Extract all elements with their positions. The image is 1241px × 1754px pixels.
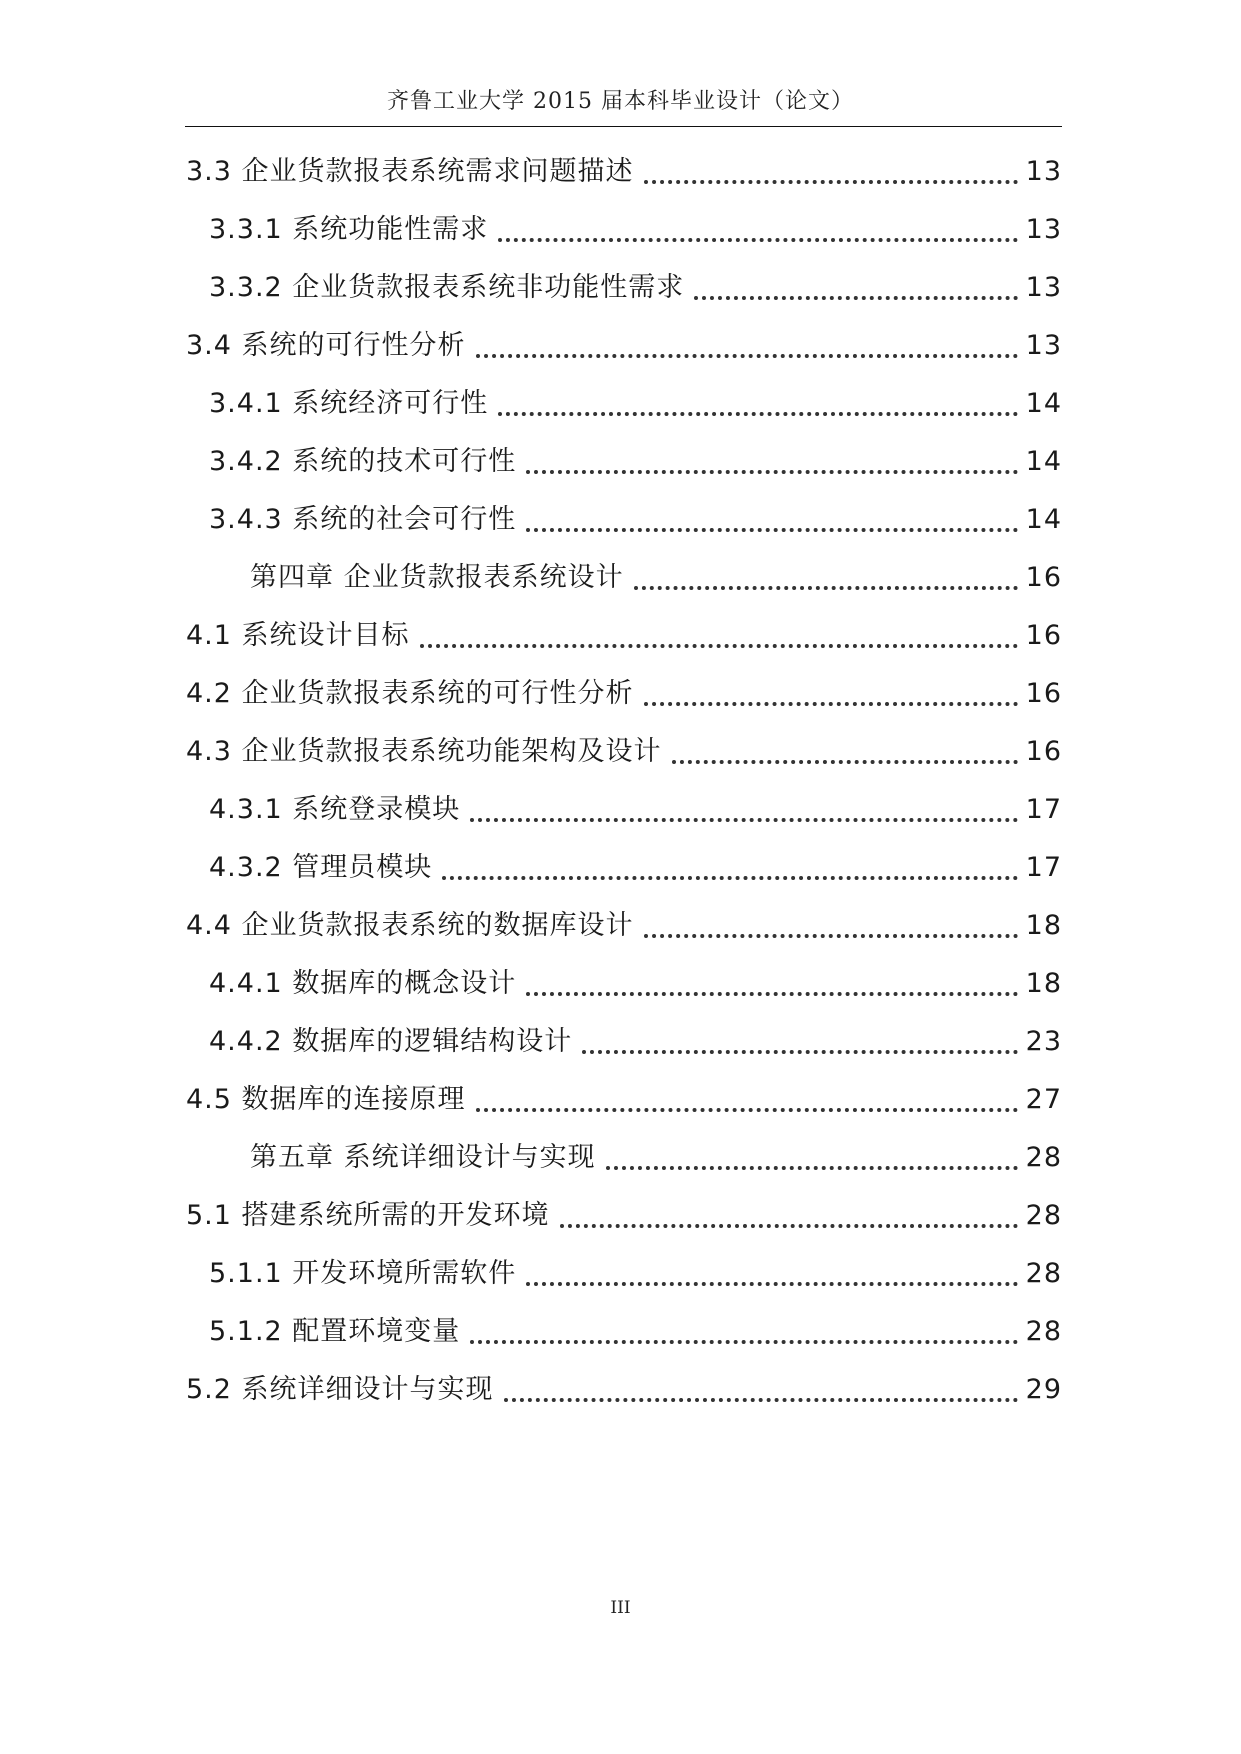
toc-entry-title: 4.4 企业货款报表系统的数据库设计: [186, 910, 634, 941]
page-number: III: [610, 1598, 631, 1618]
toc-entry[interactable]: [186, 1080, 1062, 1120]
toc-entry[interactable]: [186, 326, 1062, 366]
toc-entry[interactable]: [209, 1022, 1062, 1062]
toc-entry[interactable]: [209, 384, 1062, 424]
toc-entry[interactable]: [209, 500, 1062, 540]
toc-entry[interactable]: [209, 442, 1062, 482]
toc-leader-dots: [494, 384, 1021, 424]
toc-entry-title: 4.1 系统设计目标: [186, 620, 410, 651]
toc-entry-title: 3.4.3 系统的社会可行性: [209, 504, 517, 535]
toc-entry[interactable]: [209, 210, 1062, 250]
toc-entry[interactable]: [186, 906, 1062, 946]
toc-leader-dots: [640, 906, 1022, 946]
toc-entry-page: 13: [1025, 272, 1062, 303]
toc-entry[interactable]: [209, 848, 1062, 888]
toc-leader-dots: [556, 1196, 1022, 1236]
toc-entry-page: 28: [1025, 1200, 1062, 1231]
toc-entry-page: 16: [1025, 562, 1062, 593]
toc-entry-title: 5.1 搭建系统所需的开发环境: [186, 1200, 550, 1231]
toc-entry-page: 14: [1025, 446, 1062, 477]
toc-entry-page: 13: [1025, 156, 1062, 187]
toc-entry-page: 16: [1025, 678, 1062, 709]
toc-leader-dots: [438, 848, 1021, 888]
toc-entry-page: 18: [1025, 910, 1062, 941]
toc-entry-page: 16: [1025, 736, 1062, 767]
toc-entry-page: 23: [1025, 1026, 1062, 1057]
toc-leader-dots: [640, 674, 1022, 714]
header-divider: [185, 126, 1062, 127]
toc-leader-dots: [640, 152, 1022, 192]
toc-entry-title: 3.4.2 系统的技术可行性: [209, 446, 517, 477]
toc-entry-title: 5.1.2 配置环境变量: [209, 1316, 461, 1347]
toc-entry-title: 5.1.1 开发环境所需软件: [209, 1258, 517, 1289]
toc-leader-dots: [630, 558, 1022, 598]
toc-entry-title: 3.4 系统的可行性分析: [186, 330, 466, 361]
toc-entry[interactable]: [186, 616, 1062, 656]
toc-entry-page: 13: [1025, 214, 1062, 245]
toc-leader-dots: [522, 964, 1021, 1004]
toc-entry-chapter[interactable]: [250, 1138, 1062, 1178]
toc-entry-title: 3.3 企业货款报表系统需求问题描述: [186, 156, 634, 187]
toc-entry-page: 28: [1025, 1316, 1062, 1347]
toc-entry[interactable]: [209, 790, 1062, 830]
toc-entry[interactable]: [186, 674, 1062, 714]
toc-leader-dots: [416, 616, 1022, 656]
toc-entry-page: 14: [1025, 504, 1062, 535]
toc-entry-page: 28: [1025, 1142, 1062, 1173]
toc-entry-page: 18: [1025, 968, 1062, 999]
toc-entry-page: 16: [1025, 620, 1062, 651]
toc-entry[interactable]: [186, 152, 1062, 192]
toc-entry-chapter[interactable]: [250, 558, 1062, 598]
toc-entry-title: 4.3 企业货款报表系统功能架构及设计: [186, 736, 662, 767]
toc-leader-dots: [690, 268, 1021, 308]
page-header: 齐鲁工业大学 2015 届本科毕业设计（论文）: [387, 89, 854, 114]
toc-entry-title: 第五章 系统详细设计与实现: [250, 1142, 596, 1173]
toc-entry-page: 28: [1025, 1258, 1062, 1289]
toc-entry-page: 17: [1025, 852, 1062, 883]
toc-entry-title: 4.3.2 管理员模块: [209, 852, 433, 883]
toc-leader-dots: [602, 1138, 1022, 1178]
toc-entry-page: 27: [1025, 1084, 1062, 1115]
toc-entry[interactable]: [209, 964, 1062, 1004]
toc-entry[interactable]: [186, 1370, 1062, 1410]
toc-entry-title: 3.4.1 系统经济可行性: [209, 388, 489, 419]
toc-leader-dots: [466, 790, 1021, 830]
toc-entry-page: 17: [1025, 794, 1062, 825]
toc-leader-dots: [668, 732, 1022, 772]
toc-entry[interactable]: [186, 732, 1062, 772]
toc-entry[interactable]: [209, 268, 1062, 308]
toc-entry-title: 4.4.2 数据库的逻辑结构设计: [209, 1026, 573, 1057]
toc-leader-dots: [578, 1022, 1021, 1062]
toc-leader-dots: [472, 1080, 1022, 1120]
toc-leader-dots: [500, 1370, 1022, 1410]
toc-leader-dots: [494, 210, 1021, 250]
toc-entry-title: 4.5 数据库的连接原理: [186, 1084, 466, 1115]
toc-entry-title: 第四章 企业货款报表系统设计: [250, 562, 624, 593]
toc-entry-title: 3.3.2 企业货款报表系统非功能性需求: [209, 272, 685, 303]
toc-entry-page: 29: [1025, 1374, 1062, 1405]
toc-entry[interactable]: [186, 1196, 1062, 1236]
toc-entry-title: 5.2 系统详细设计与实现: [186, 1374, 494, 1405]
toc-entry-page: 14: [1025, 388, 1062, 419]
toc-entry-title: 3.3.1 系统功能性需求: [209, 214, 489, 245]
toc-leader-dots: [522, 1254, 1021, 1294]
toc-leader-dots: [522, 500, 1021, 540]
toc-entry-title: 4.2 企业货款报表系统的可行性分析: [186, 678, 634, 709]
toc-entry[interactable]: [209, 1312, 1062, 1352]
toc-entry[interactable]: [209, 1254, 1062, 1294]
toc-leader-dots: [472, 326, 1022, 366]
toc-entry-page: 13: [1025, 330, 1062, 361]
toc-leader-dots: [522, 442, 1021, 482]
toc-entry-title: 4.4.1 数据库的概念设计: [209, 968, 517, 999]
toc-leader-dots: [466, 1312, 1021, 1352]
toc-entry-title: 4.3.1 系统登录模块: [209, 794, 461, 825]
